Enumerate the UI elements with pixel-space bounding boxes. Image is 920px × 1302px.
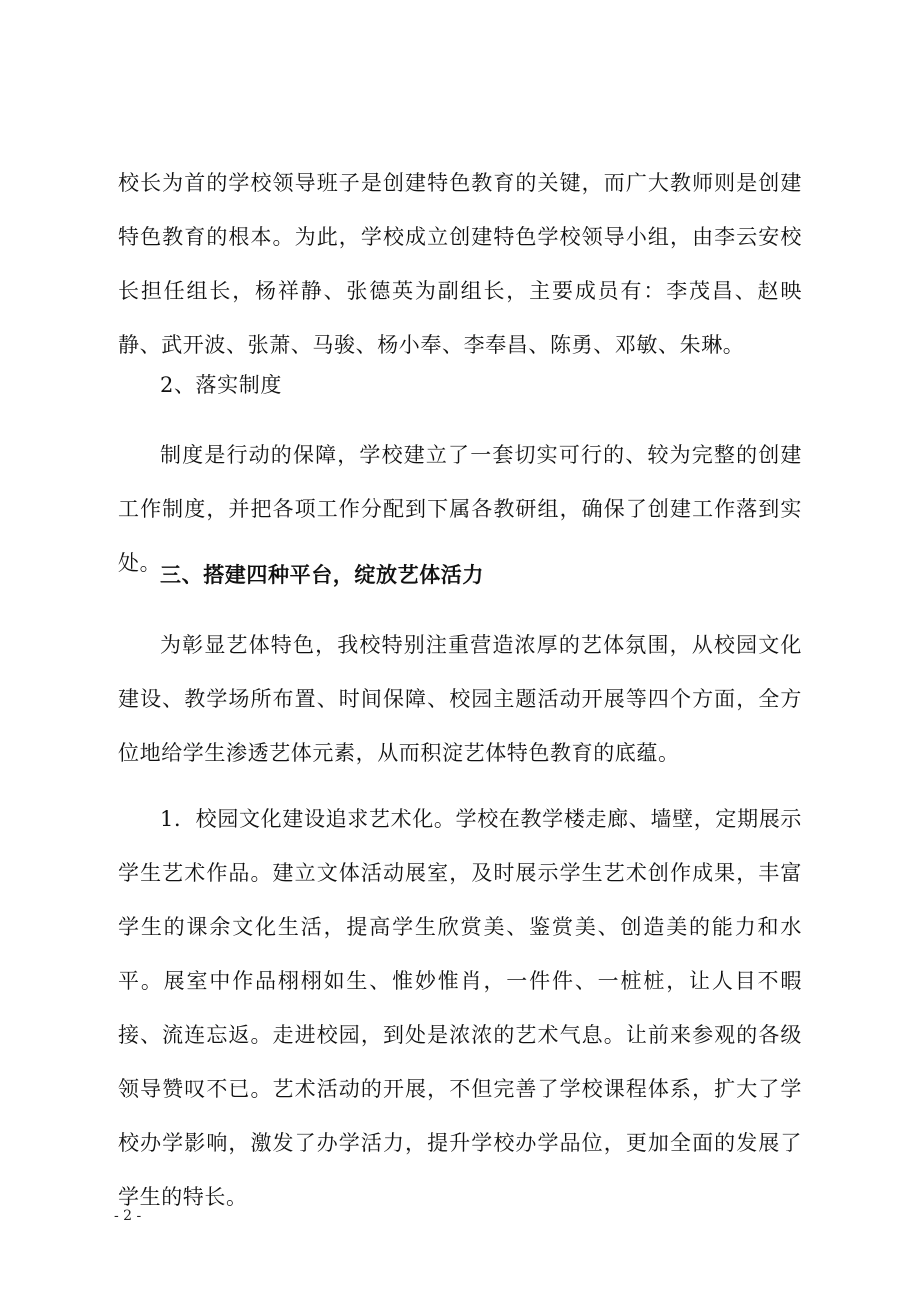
page-number: - 2 -	[114, 1208, 142, 1224]
paragraph-campus-culture: 1．校园文化建设追求艺术化。学校在教学楼走廊、墙壁，定期展示学生艺术作品。建立文体活动展室，及时展示学生艺术创作成果，丰富学生的课余文化生活，提高学生欣赏美、鉴赏美、创造美的能力和水平。展室中作品栩栩如生、惟妙惟肖，一件件、一桩桩，让人目不暇接、流连忘返。走进校园，到处是浓浓的艺术气息。让前来参观的各级领导赞叹不已。艺术活动的开展，不但完善了学校课程体系，扩大了学校办学影响，激发了办学活力，提升学校办学品位，更加全面的发展了学生的特长。	[118, 807, 802, 1209]
paragraph-system: 制度是行动的保障，学校建立了一套切实可行的、较为完整的创建工作制度，并把各项工作分配到下属各教研组，确保了创建工作落到实处。	[118, 443, 802, 575]
paragraph-leadership: 校长为首的学校领导班子是创建特色教育的关键，而广大教师则是创建特色教育的根本。为此，学校成立创建特色学校领导小组，由李云安校长担任组长，杨祥静、张德英为副组长，主要成员有：李茂昌、赵映静、武开波、张萧、马骏、杨小奉、李奉昌、陈勇、邓敏、朱琳。	[118, 171, 802, 357]
section-heading: 三、搭建四种平台，绽放艺体活力	[160, 563, 484, 587]
subheading-implement-system: 2、落实制度	[160, 373, 282, 397]
paragraph-art-atmosphere: 为彰显艺体特色，我校特别注重营造浓厚的艺体氛围，从校园文化建设、教学场所布置、时间保障、校园主题活动开展等四个方面，全方位地给学生渗透艺体元素，从而积淀艺体特色教育的底蕴。	[118, 633, 802, 765]
